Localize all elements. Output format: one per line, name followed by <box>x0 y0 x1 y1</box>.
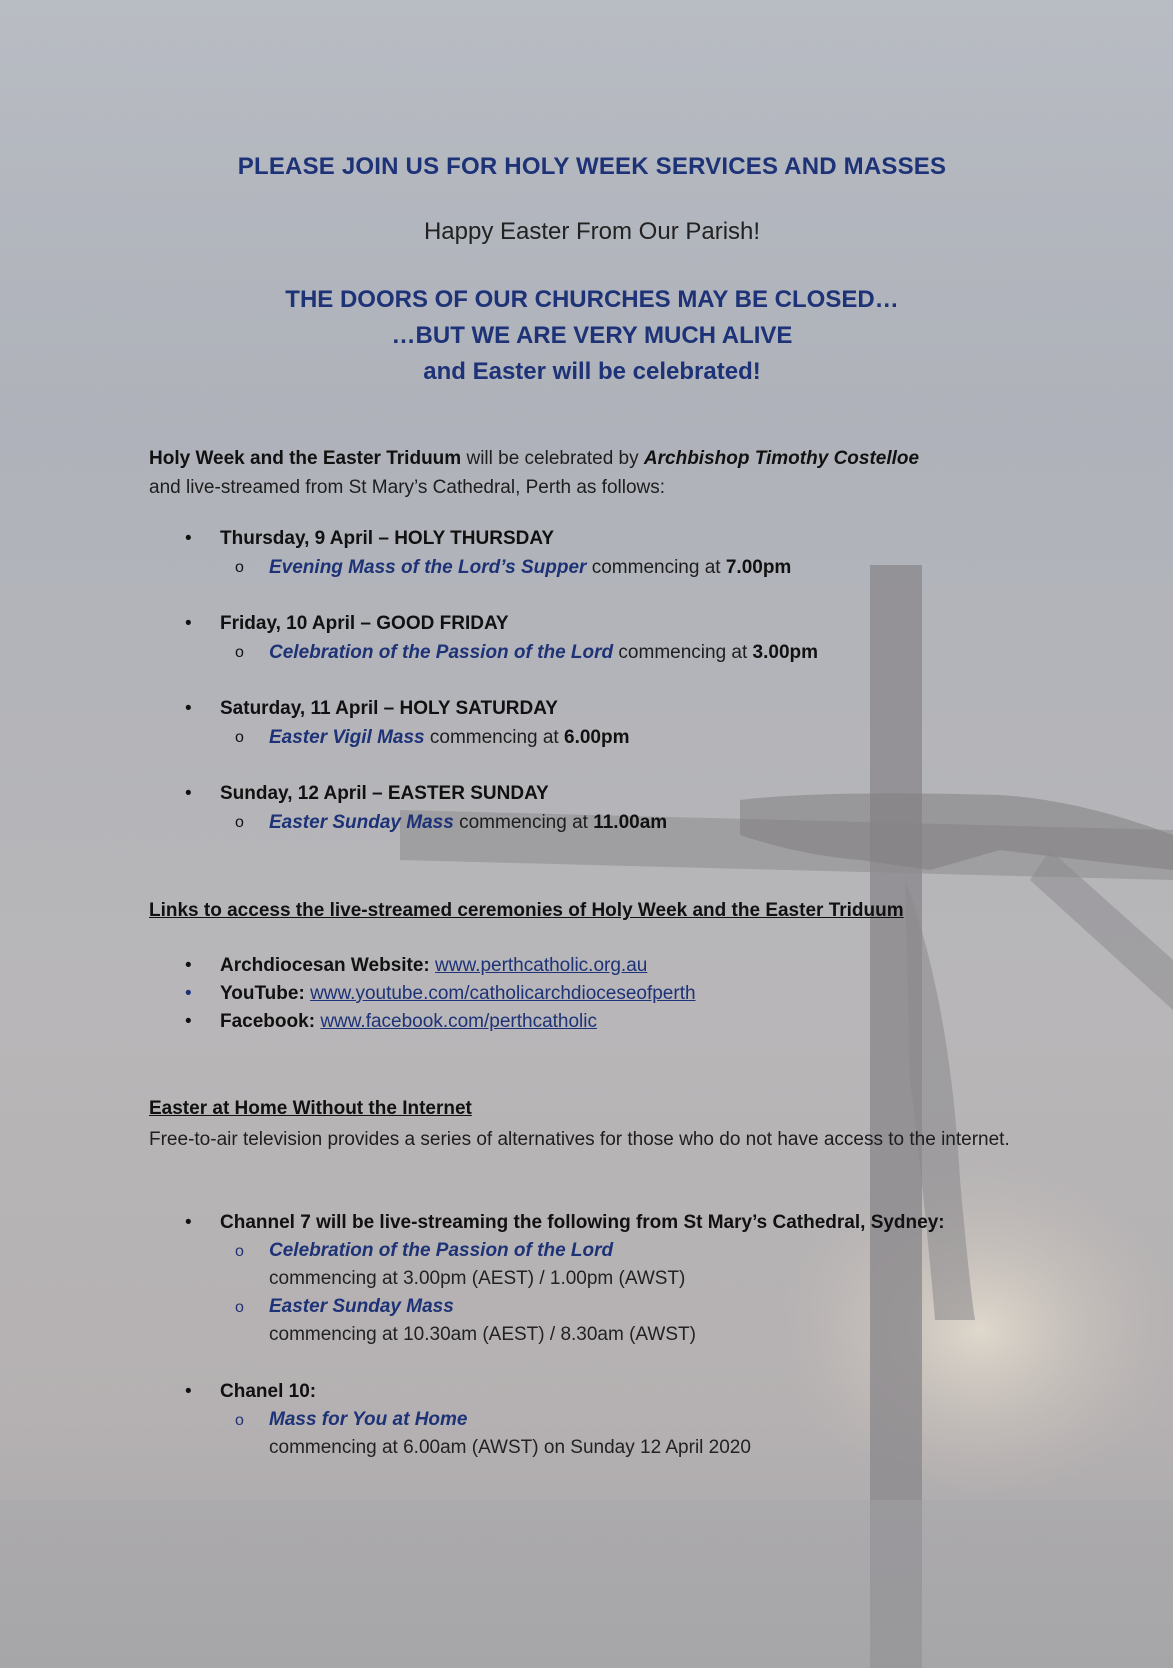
links-heading: Links to access the live-streamed ceremonies of Holy Week and the Easter Triduum <box>149 900 904 921</box>
sub-bullet-icon: o <box>235 729 244 746</box>
sub-bullet-icon: o <box>235 1299 244 1316</box>
service-name: Easter Sunday Mass <box>269 812 454 833</box>
service-time: 7.00pm <box>725 557 792 578</box>
sub-bullet-icon: o <box>235 644 244 661</box>
bullet-icon: • <box>185 528 192 549</box>
bullet-icon: • <box>185 783 192 804</box>
celebrant-name: Archbishop Timothy Costelloe <box>643 448 920 469</box>
sub-bullet-icon: o <box>235 559 244 576</box>
greeting-text: Happy Easter From Our Parish! <box>423 218 761 245</box>
facebook-link[interactable]: www.facebook.com/perthcatholic <box>320 1011 597 1032</box>
intro-paragraph <box>149 444 1029 502</box>
program-time: commencing at 10.30am (AEST) / 8.30am (AWST) <box>269 1324 696 1345</box>
list-item <box>149 983 1049 1011</box>
link-label: Facebook: <box>220 1011 316 1032</box>
list-item <box>149 528 1049 613</box>
banner-line-2: …BUT WE ARE VERY MUCH ALIVE <box>391 322 793 349</box>
program-name: Easter Sunday Mass <box>269 1296 454 1317</box>
archdiocese-website-link[interactable]: www.perthcatholic.org.au <box>435 955 648 976</box>
service-time: 6.00pm <box>564 727 630 748</box>
bullet-icon: • <box>185 1212 192 1233</box>
event-detail <box>269 642 818 664</box>
sub-bullet-icon: o <box>235 1243 244 1260</box>
event-detail <box>269 727 629 749</box>
bullet-icon: • <box>185 1381 192 1402</box>
program-name: Celebration of the Passion of the Lord <box>269 1240 614 1261</box>
service-name: Easter Vigil Mass <box>269 727 425 748</box>
link-label: Archdiocesan Website: <box>220 955 430 976</box>
list-item <box>149 783 1049 868</box>
bullet-icon: • <box>185 983 192 1004</box>
program-time: commencing at 3.00pm (AEST) / 1.00pm (AWST) <box>269 1268 686 1289</box>
list-item <box>149 955 1049 983</box>
link-label: YouTube: <box>220 983 305 1004</box>
service-time: 3.00pm <box>752 642 819 663</box>
banner-line-1: THE DOORS OF OUR CHURCHES MAY BE CLOSED… <box>285 286 899 313</box>
event-day: Sunday, 12 April – EASTER SUNDAY <box>220 783 549 804</box>
event-detail <box>269 812 667 834</box>
sub-bullet-icon: o <box>235 814 244 831</box>
service-time: 11.00am <box>593 812 668 833</box>
event-detail <box>269 557 791 579</box>
holy-week-schedule <box>149 528 1049 868</box>
event-day: Saturday, 11 April – HOLY SATURDAY <box>220 698 558 719</box>
event-day: Friday, 10 April – GOOD FRIDAY <box>220 613 509 634</box>
program-name: Mass for You at Home <box>269 1409 468 1430</box>
banner-heading <box>0 282 1173 390</box>
list-item <box>149 1011 1049 1039</box>
home-paragraph: Free-to-air television provides a series of alternatives for those who do not have access to the internet. <box>149 1129 1010 1150</box>
home-heading: Easter at Home Without the Internet <box>149 1098 472 1119</box>
intro-text-2: and live-streamed from St Mary’s Cathedral, Perth as follows: <box>149 477 666 498</box>
service-name: Celebration of the Passion of the Lord <box>269 642 614 663</box>
program-time: commencing at 6.00am (AWST) on Sunday 12 April 2020 <box>269 1437 751 1458</box>
bullet-icon: • <box>185 698 192 719</box>
channel-7-heading: Channel 7 will be live-streaming the following from St Mary’s Cathedral, Sydney: <box>220 1212 945 1233</box>
livestream-links <box>149 955 1049 1039</box>
commencing-text: commencing at <box>613 642 753 663</box>
bullet-icon: • <box>185 613 192 634</box>
list-item <box>149 698 1049 783</box>
commencing-text: commencing at <box>453 812 594 833</box>
list-item <box>149 613 1049 698</box>
intro-lead: Holy Week and the Easter Triduum <box>149 448 462 469</box>
youtube-link[interactable]: www.youtube.com/catholicarchdioceseofperth <box>310 983 696 1004</box>
banner-line-3: and Easter will be celebrated! <box>423 358 761 385</box>
bullet-icon: • <box>185 1011 192 1032</box>
sub-bullet-icon: o <box>235 1412 244 1429</box>
event-day: Thursday, 9 April – HOLY THURSDAY <box>220 528 554 549</box>
channel-10-heading: Chanel 10: <box>220 1381 317 1402</box>
intro-text-1: will be celebrated by <box>461 448 644 469</box>
commencing-text: commencing at <box>586 557 726 578</box>
service-name: Evening Mass of the Lord’s Supper <box>269 557 587 578</box>
commencing-text: commencing at <box>424 727 564 748</box>
main-heading: PLEASE JOIN US FOR HOLY WEEK SERVICES AND MASSES <box>237 153 947 180</box>
bullet-icon: • <box>185 955 192 976</box>
